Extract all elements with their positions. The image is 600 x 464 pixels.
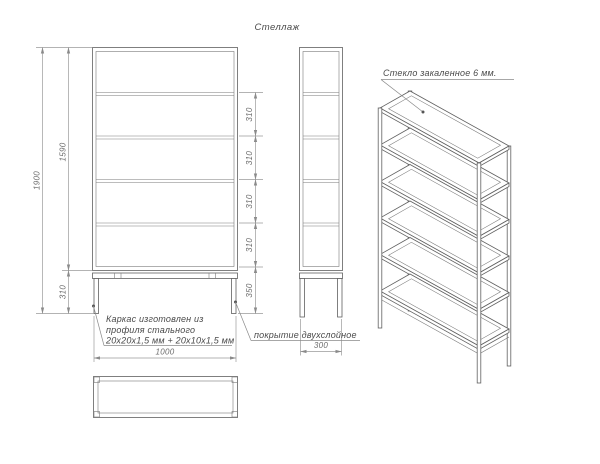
side-base-rail [300,273,343,279]
coating-note-text: покрытие двухслойное [254,330,357,340]
dim-label-depth: 300 [313,341,329,350]
dim-label-spacing-1: 310 [245,107,254,122]
dim-left-group [33,48,95,314]
iso-shelves [380,91,509,354]
side-view [300,48,343,318]
front-outer-frame [93,48,238,271]
dim-label-spacing-3: 310 [245,194,254,209]
front-left-leg [94,279,99,314]
frame-note-line-3: 20х20х1,5 мм + 20х10х1,5 мм [106,335,235,346]
glass-note-text: Стекло закаленное 6 мм. [383,68,497,78]
iso-front-right-leg [477,163,481,383]
top-view [94,377,238,418]
side-outer-frame [300,48,343,271]
iso-view [378,91,511,383]
dim-label-spacing-4: 310 [245,237,254,253]
dim-spacing-group [238,93,263,314]
drawing-title: Стеллаж [254,22,300,33]
front-view [93,48,238,314]
front-right-leg [232,279,237,314]
dim-label-spacing-2: 310 [245,150,254,166]
frame-annotation [92,305,234,346]
dim-label-base-height: 310 [58,284,68,300]
side-left-leg [300,279,305,318]
dim-label-width: 1000 [155,347,175,357]
dim-label-spacing-5: 350 [245,283,254,298]
frame-note-line-1: Каркас изготовлен из [106,314,204,324]
dim-extension-lines-left [36,48,94,314]
side-right-leg [338,279,343,318]
dim-label-total-height: 1900 [32,171,42,190]
glass-leader-dot [422,111,425,114]
dim-label-cabinet-height: 1590 [58,142,68,162]
top-outer-frame [94,377,238,418]
iso-front-left-leg [378,108,382,328]
frame-note-line-2: профиля стального [106,325,196,335]
